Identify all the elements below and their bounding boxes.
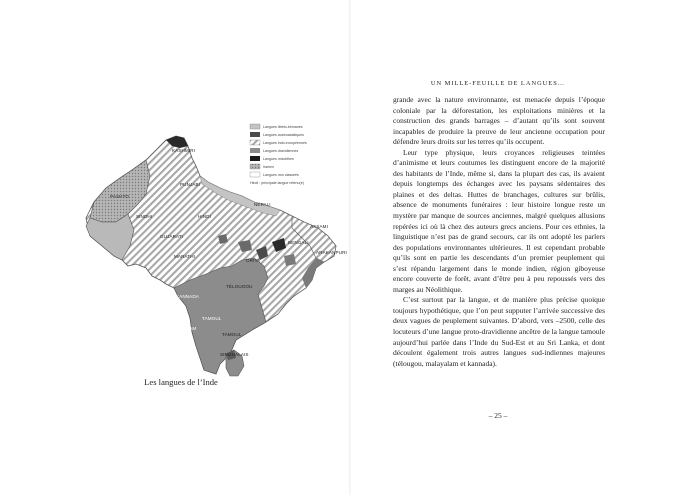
label-punjabi: PUNJABI: [180, 182, 201, 187]
legend-label: Langues tibéto-birmanes: [263, 125, 303, 129]
legend-swatch-iranian: [250, 164, 260, 169]
map-legend: [250, 124, 307, 185]
legend-label: Langues indo-européennes: [263, 141, 307, 145]
legend-label: Langues non classées: [263, 173, 299, 177]
label-oriya: ORIYA: [246, 258, 261, 263]
label-nepali: NÉPALI: [254, 202, 271, 207]
legend-swatch-austroasiatic: [250, 132, 260, 137]
label-malayalam: MALAYALAM: [168, 326, 197, 331]
label-telougou: TÉLOUGOU: [226, 284, 253, 289]
label-arakanpuri: ARAKANPURI: [316, 250, 347, 255]
label-assami: ASSAMI: [310, 224, 328, 229]
munda-patch: [284, 254, 296, 266]
body-text: [393, 95, 605, 369]
label-pashto: PASHTO: [110, 194, 130, 199]
label-bengali: BENGALI: [288, 240, 309, 245]
label-singhalais: SINGHALAIS: [220, 352, 249, 357]
label-kannada: KANNADA: [176, 294, 199, 299]
legend-swatch-unclassified: [250, 172, 260, 177]
label-kashmiri: KASHMIRI: [172, 148, 196, 153]
figure-caption: Les langues de l’Inde: [144, 377, 218, 387]
legend-swatch-tibeto-burman: [250, 124, 260, 129]
page-number: – 25 –: [488, 411, 508, 420]
legend-swatch-dravidian: [250, 148, 260, 153]
label-tamoul-north: TAMOUL: [202, 316, 222, 321]
paragraph: grande avec la nature environnante, est menacée depuis l’époque coloniale par la déforestation, les exploitations minières et la construction des grands barrages – d’autant qu’ils sont souvent incapables de produire la preuve de leur ancienne occupation pour défendre leurs droits sur les terres qu’ils occupent.: [393, 95, 605, 147]
legend-label: Langues austroasiatiques: [263, 133, 304, 137]
legend-label: Iranien: [263, 165, 274, 169]
label-marathi: MARATHI: [174, 254, 196, 259]
label-sindhi: SINDHI: [136, 214, 153, 219]
running-head: UN MILLE-FEUILLE DE LANGUES…: [430, 80, 566, 87]
india-language-map: [80, 118, 380, 378]
legend-swatch-mixed: [250, 156, 260, 161]
legend-label: Langues dravidiennes: [263, 149, 299, 153]
legend-swatch-indo-european: [250, 140, 260, 145]
label-gujarati: GUJARATI: [160, 234, 184, 239]
label-hindi: HINDI: [198, 214, 212, 219]
legend-note: Hindi : principale langue retenu(e): [250, 181, 304, 185]
label-tamoul-south: TAMOUL: [222, 332, 242, 337]
paragraph: Leur type physique, leurs croyances religieuses teintées d’animisme et leurs coutumes les distinguent encore de la majorité des habitants de l’Inde, même si, dans la plupart des cas, ils avaient depuis longtemps des échanges avec les paysans sédentaires des plaines et des deltas. Huttes de branchages, cultures sur brûlis, absence de monuments funéraires : leur histoire longue reste un mystère par manque de sources anciennes, malgré quelques allusions repérées ici où là chez des auteurs grecs anciens. Pour ces ethnies, la linguistique n’est pas de grand secours, car ils ont adopté les parlers des populations environnantes ultérieures. Il est cependant probable qu’ils sont en partie les descendants d’un premier peuplement qui s’est répandu largement dans le monde indien, région giboyeuse encore couverte de forêt, avant d’être peu à peu repoussés vers des marges au Néolithique.: [393, 147, 605, 294]
legend-label: Langues mixolithes: [263, 157, 294, 161]
paragraph: C’est surtout par la langue, et de manière plus précise quoique toujours hypothétique, que l’on peut supputer l’arrivée successive des deux vagues de peuplement suivantes. D’abord, vers –2500, celle des locuteurs d’une langue proto-dravidienne ancêtre de la langue tamoule aujourd’hui parlée dans l’Inde du Sud-Est et au Sri Lanka, et dont découlent également trois autres langues sud-indiennes majeures (télougou, malayalam et kannada).: [393, 295, 605, 368]
